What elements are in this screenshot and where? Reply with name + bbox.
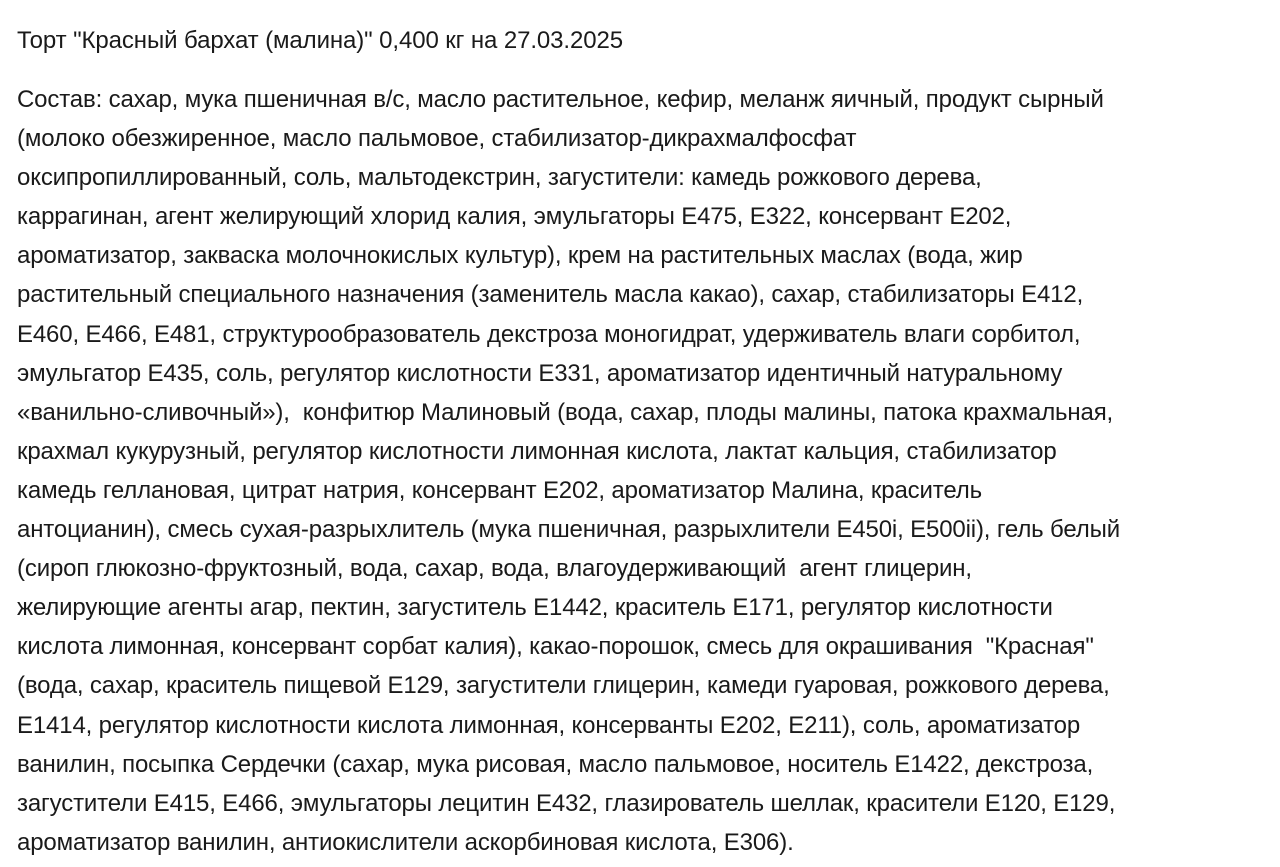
- composition-line: Состав: сахар, мука пшеничная в/с, масло растительное, кефир, меланж яичный, продукт сырный: [17, 86, 1104, 113]
- composition-text: [17, 80, 1279, 862]
- composition-line: ароматизатор ванилин, антиокислители аскорбиновая кислота, Е306).: [17, 828, 794, 856]
- product-title: Торт "Красный бархат (малина)" 0,400 кг на 27.03.2025: [17, 27, 623, 54]
- composition-line: камедь геллановая, цитрат натрия, консервант Е202, ароматизатор Малина, краситель: [17, 476, 982, 504]
- composition-line: ванилин, посыпка Сердечки (сахар, мука рисовая, масло пальмовое, носитель Е1422, декстроза,: [17, 750, 1094, 778]
- composition-line: ароматизатор, закваска молочнокислых культур), крем на растительных маслах (вода, жир: [17, 242, 1023, 270]
- composition-line: желирующие агенты агар, пектин, загуститель Е1442, краситель Е171, регулятор кислотности: [17, 594, 1053, 622]
- composition-line: (молоко обезжиренное, масло пальмовое, стабилизатор-дикрахмалфосфат: [17, 125, 857, 153]
- composition-line: каррагинан, агент желирующий хлорид калия, эмульгаторы Е475, Е322, консервант Е202,: [17, 203, 1012, 231]
- composition-line: растительный специального назначения (заменитель масла какао), сахар, стабилизаторы Е412,: [17, 281, 1084, 309]
- composition-line: Е460, Е466, Е481, структурообразователь декстроза моногидрат, удерживатель влаги сорбитол,: [17, 320, 1081, 348]
- composition-line: (вода, сахар, краситель пищевой Е129, загустители глицерин, камеди гуаровая, рожкового дерева,: [17, 672, 1110, 700]
- composition-line: Е1414, регулятор кислотности кислота лимонная, консерванты Е202, Е211), соль, ароматизатор: [17, 711, 1081, 739]
- composition-line: эмульгатор Е435, соль, регулятор кислотности Е331, ароматизатор идентичный натуральному: [17, 359, 1063, 387]
- composition-line: загустители Е415, Е466, эмульгаторы лецитин Е432, глазирователь шеллак, красители Е120, Е129,: [17, 789, 1116, 817]
- composition-line: (сироп глюкозно-фруктозный, вода, сахар, вода, влагоудерживающий агент глицерин,: [17, 555, 972, 583]
- document: [17, 22, 1279, 862]
- composition-line: крахмал кукурузный, регулятор кислотности лимонная кислота, лактат кальция, стабилизатор: [17, 437, 1057, 465]
- composition-line: антоцианин), смесь сухая-разрыхлитель (мука пшеничная, разрыхлители Е450i, Е500ii), гель белый: [17, 516, 1120, 544]
- composition-line: оксипропиллированный, соль, мальтодекстрин, загустители: камедь рожкового дерева,: [17, 164, 982, 192]
- composition-line: «ванильно-сливочный»), конфитюр Малиновый (вода, сахар, плоды малины, патока крахмальная,: [17, 398, 1114, 426]
- composition-line: кислота лимонная, консервант сорбат калия), какао-порошок, смесь для окрашивания "Красная": [17, 633, 1094, 661]
